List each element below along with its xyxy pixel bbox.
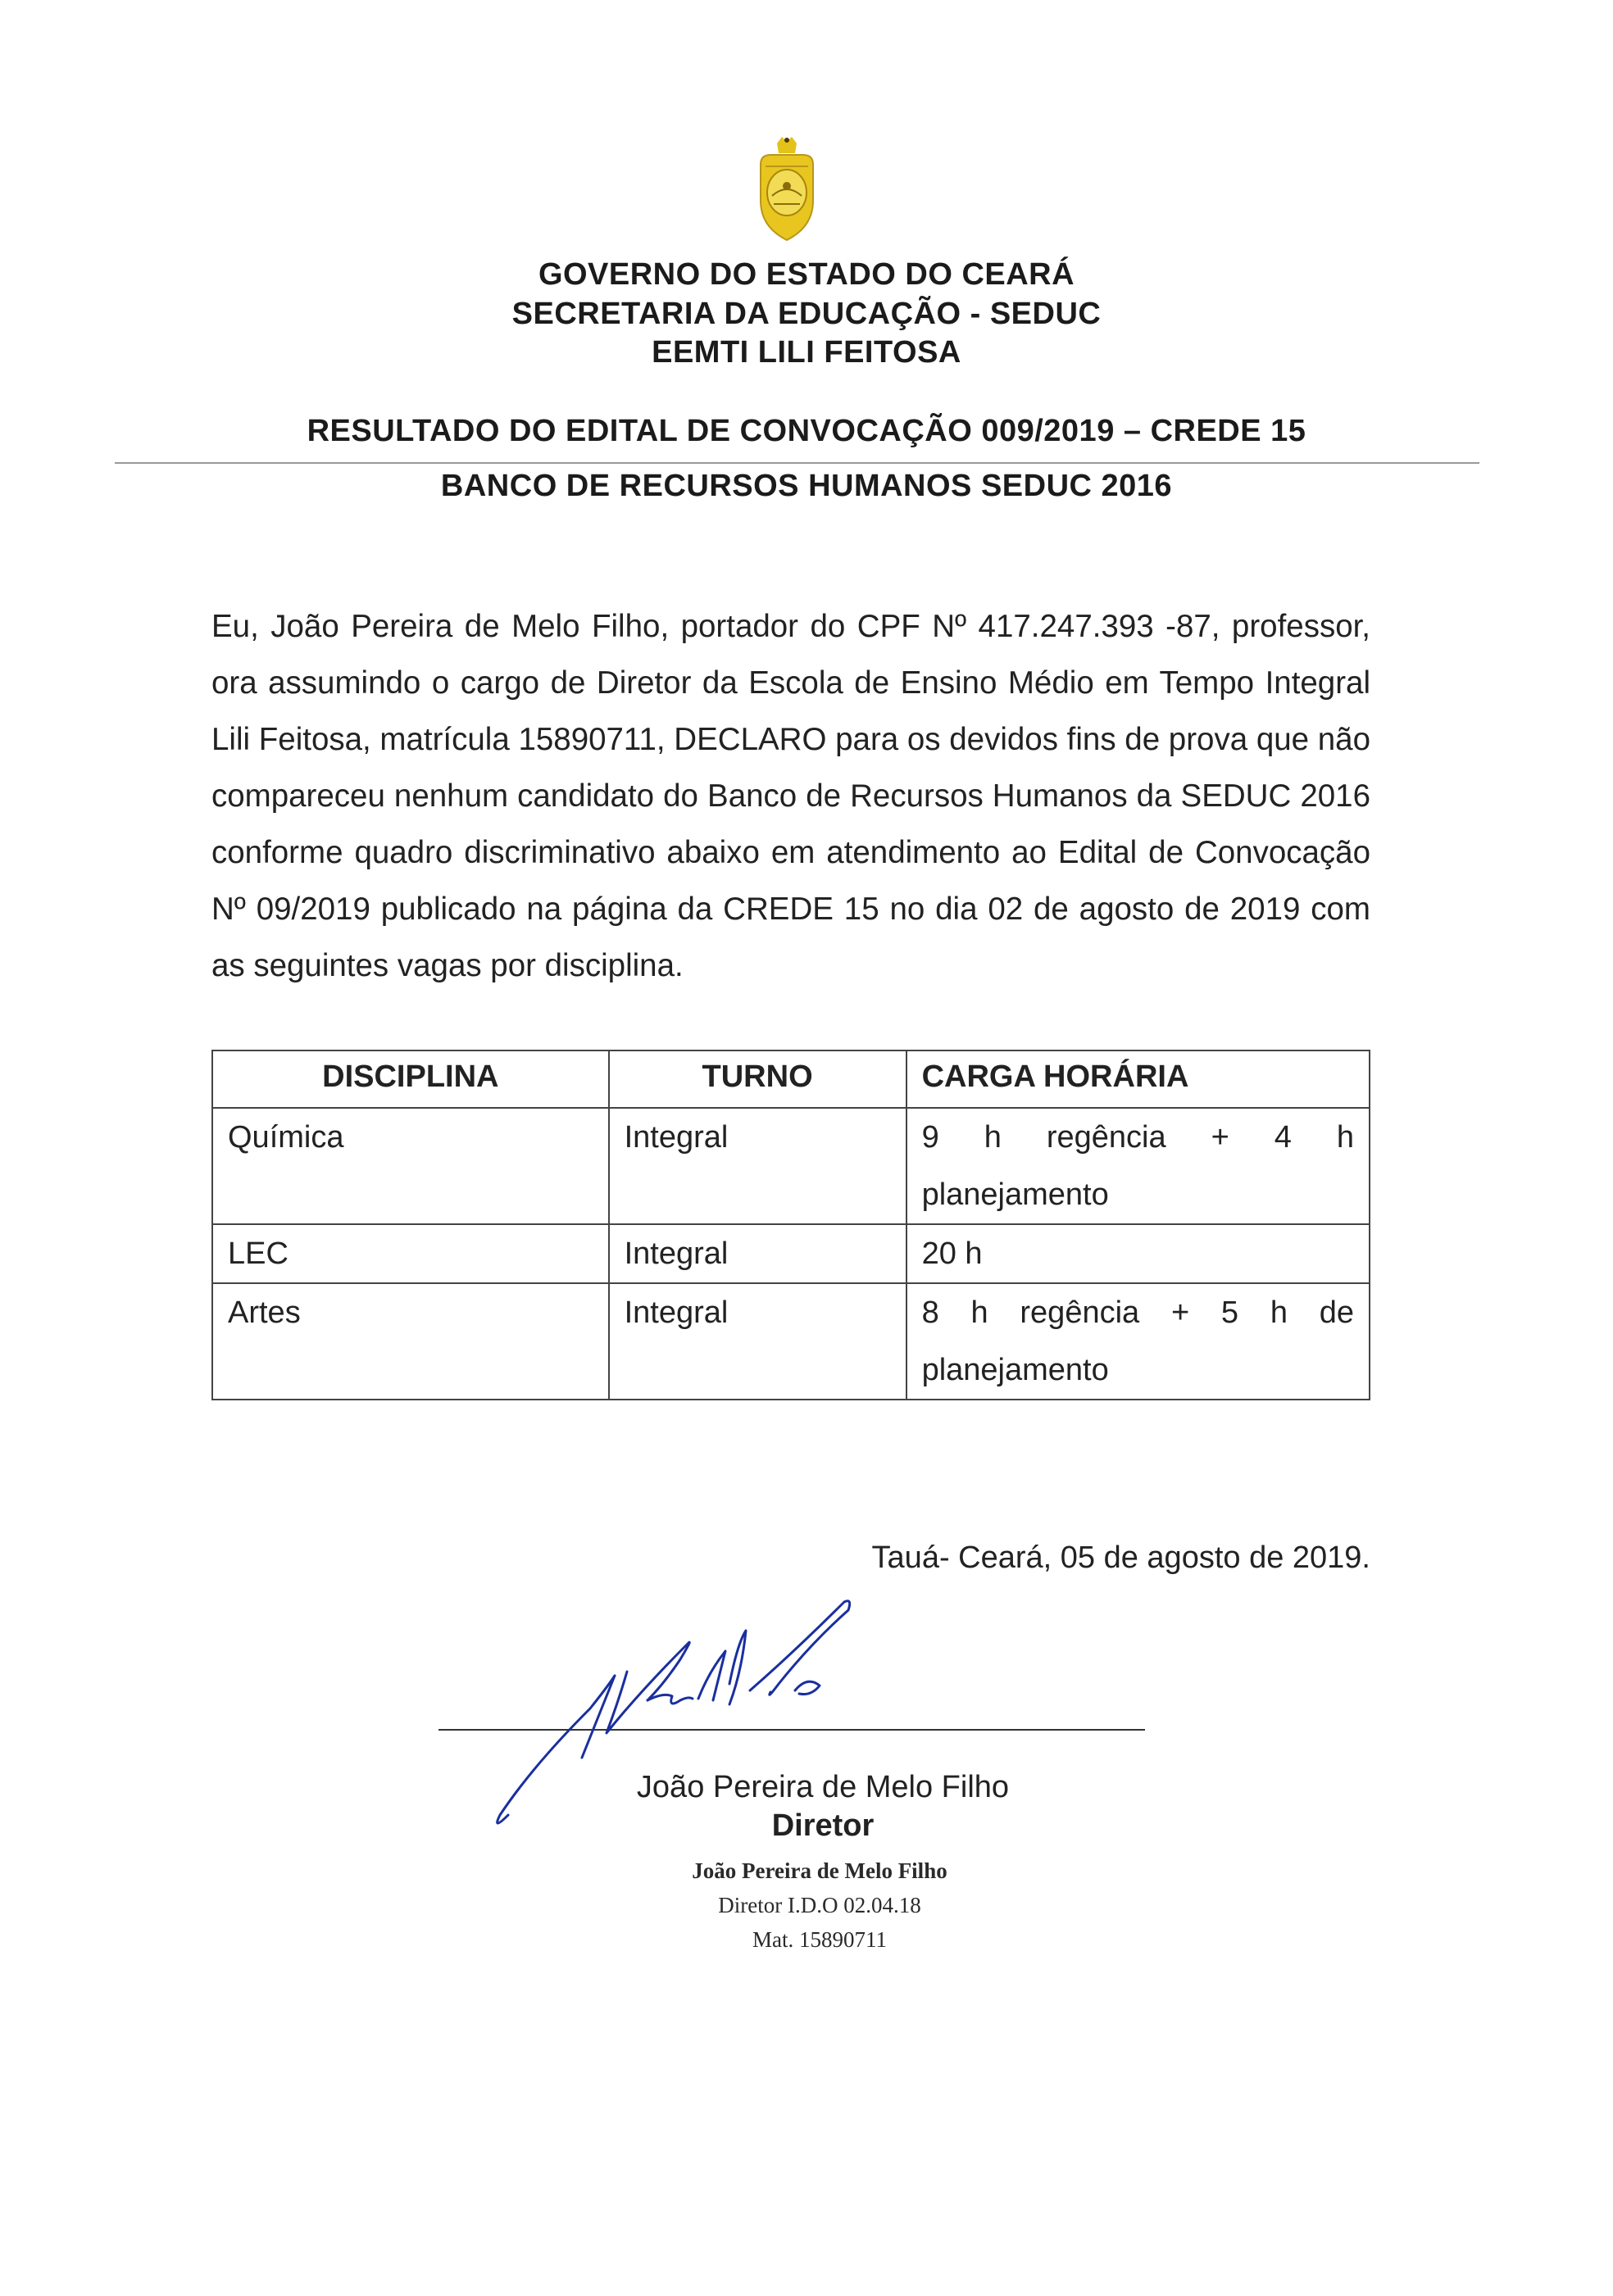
cell-carga: 20 h bbox=[906, 1224, 1370, 1283]
stamp-registration: Mat. 15890711 bbox=[752, 1927, 887, 1952]
header-carga-horaria: CARGA HORÁRIA bbox=[906, 1050, 1370, 1108]
declaration-paragraph: Eu, João Pereira de Melo Filho, portador do CPF Nº 417.247.393 -87, professor, ora assumindo o cargo de Diretor da Escola de Ensino Médio em Tempo Integral Lili Feitosa, matrícula 15890711, DECLARO para os devidos fins de prova que não compareceu nenhum candidato do Banco de Recursos Humanos da SEDUC 2016 conforme quadro discriminativo abaixo em atendimento ao Edital de Convocação Nº 09/2019 publicado na página da CREDE 15 no dia 02 de agosto de 2019 com as seguintes vagas por disciplina. bbox=[211, 609, 1370, 983]
state-coat-of-arms-icon bbox=[746, 135, 828, 250]
header-secretariat: SECRETARIA DA EDUCAÇÃO - SEDUC bbox=[511, 297, 1102, 331]
place-and-date: Tauá- Ceará, 05 de agosto de 2019. bbox=[871, 1540, 1370, 1575]
cell-disciplina: Química bbox=[212, 1108, 609, 1224]
title-divider bbox=[115, 462, 1479, 464]
signer-name: João Pereira de Melo Filho bbox=[636, 1770, 1010, 1804]
header-school: EEMTI LILI FEITOSA bbox=[652, 335, 961, 370]
header-government: GOVERNO DO ESTADO DO CEARÁ bbox=[538, 257, 1075, 292]
signer-role: Diretor bbox=[771, 1808, 875, 1843]
cell-carga: 9 h regência + 4 h planejamento bbox=[906, 1108, 1370, 1224]
cell-turno: Integral bbox=[609, 1224, 906, 1283]
table-row bbox=[212, 1108, 1370, 1224]
table-header-row bbox=[212, 1050, 1370, 1108]
cell-turno: Integral bbox=[609, 1108, 906, 1224]
cell-carga: 8 h regência + 5 h de planejamento bbox=[906, 1283, 1370, 1400]
vacancies-table bbox=[211, 1050, 1370, 1400]
stamp-role: Diretor I.D.O 02.04.18 bbox=[718, 1893, 921, 1917]
stamp-name: João Pereira de Melo Filho bbox=[692, 1858, 947, 1883]
document-title: RESULTADO DO EDITAL DE CONVOCAÇÃO 009/2019 – CREDE 15 bbox=[307, 414, 1306, 448]
document-subtitle: BANCO DE RECURSOS HUMANOS SEDUC 2016 bbox=[440, 469, 1173, 503]
cell-disciplina: Artes bbox=[212, 1283, 609, 1400]
table-row bbox=[212, 1224, 1370, 1283]
cell-disciplina: LEC bbox=[212, 1224, 609, 1283]
official-stamp bbox=[574, 1854, 1065, 1957]
header-disciplina: DISCIPLINA bbox=[212, 1050, 609, 1108]
header-turno: TURNO bbox=[609, 1050, 906, 1108]
table-row bbox=[212, 1283, 1370, 1400]
cell-turno: Integral bbox=[609, 1283, 906, 1400]
